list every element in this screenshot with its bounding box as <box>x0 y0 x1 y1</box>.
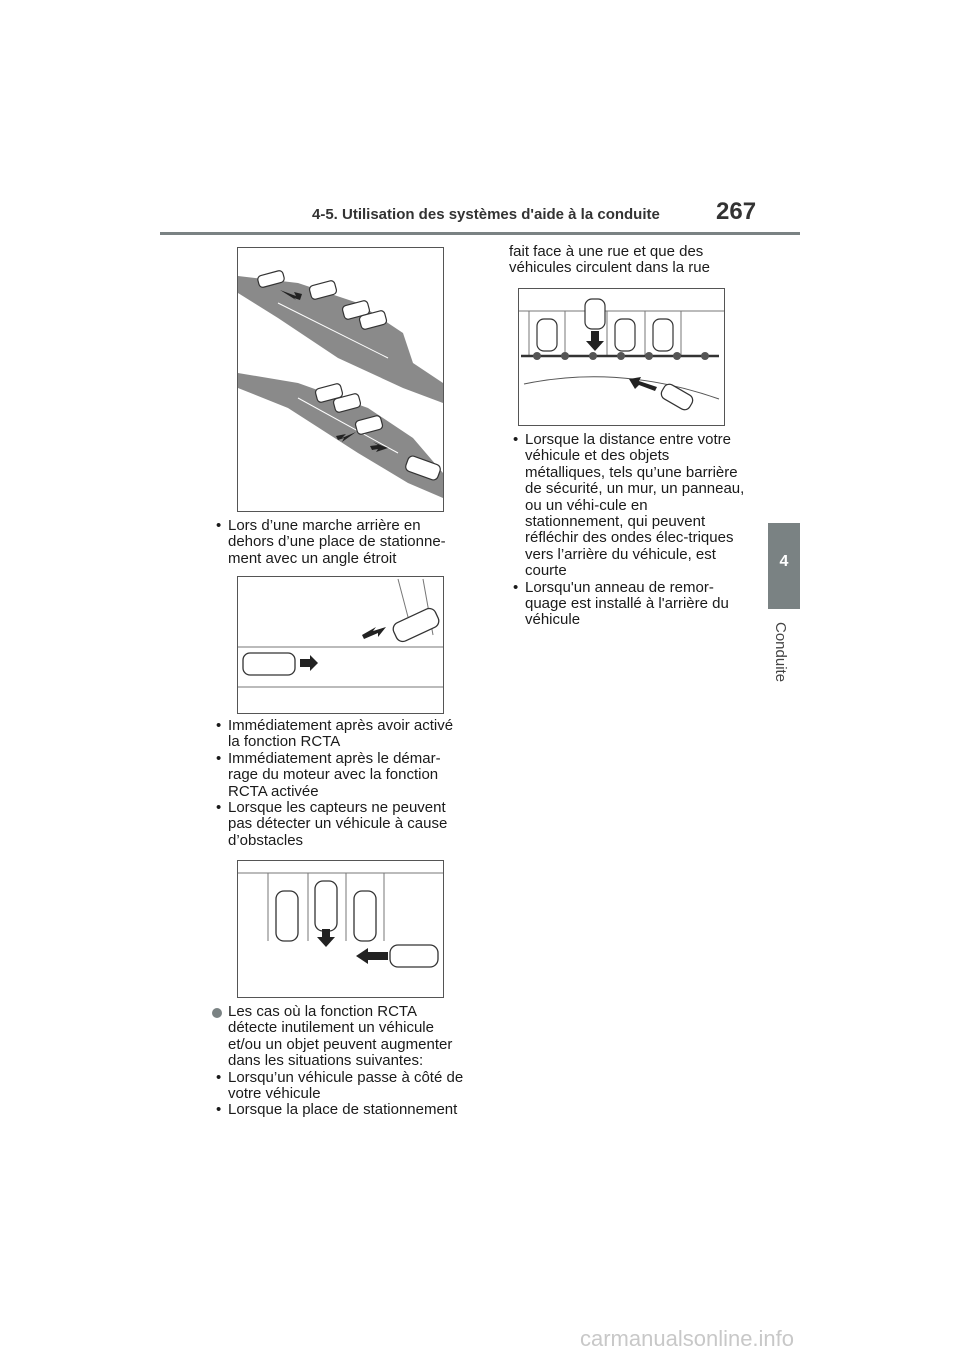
chapter-label-wrap <box>772 622 796 702</box>
list-item: • Immédiatement après avoir activé la fonction RCTA <box>216 717 454 751</box>
list-item: • Lorsque les capteurs ne peuvent pas détecter un véhicule à cause d’obstacles <box>216 799 448 849</box>
chapter-label: Conduite <box>772 622 789 683</box>
continuation-text: fait face à une rue et que des véhicules circulent dans la rue <box>509 243 710 277</box>
figure-reverse-out <box>237 576 444 714</box>
page-number: 267 <box>716 198 757 225</box>
list-item: • Lorsqu’un véhicule passe à côté de votre véhicule <box>216 1068 464 1103</box>
header-rule <box>160 232 800 235</box>
section-title: 4-5. Utilisation des systèmes d'aide à la conduite <box>312 206 660 223</box>
figure-street-facing-parking <box>518 288 725 426</box>
chapter-tab <box>768 523 800 609</box>
figure-parking-obstacles <box>237 860 444 998</box>
list-item: • Lorsque la distance entre votre véhicule et des objets métalliques, tels qu’une barrière de sécurité, un mur, un panneau, ou un véhi-cule en stationnement, qui peuvent réfléchir des ondes élec-triques vers l’arrière du véhicule, est courte <box>513 431 745 580</box>
chapter-number: 4 <box>779 553 789 570</box>
figure-angled-parking <box>237 247 444 512</box>
right-continuation <box>509 244 749 277</box>
note-lead: Les cas où la fonction RCTA détecte inutilement un véhicule et/ou un objet peuvent augmenter dans les situations suivantes: <box>212 1004 468 1070</box>
bullets-after-figure-1 <box>212 518 468 567</box>
list-item: • Lorsqu'un anneau de remor-quage est installé à l'arrière du véhicule <box>513 578 729 629</box>
list-item: • Lorsque la place de stationnement <box>216 1101 458 1119</box>
note-block <box>212 1004 468 1119</box>
watermark: carmanualsonline.info <box>580 1326 795 1351</box>
bullets-after-figure-2 <box>212 718 468 849</box>
list-item: • Immédiatement après le démar-rage du moteur avec la fonction RCTA activée <box>216 749 441 800</box>
note-dot-icon <box>212 1008 222 1018</box>
list-item: • Lors d’une marche arrière en dehors d’une place de stationne-ment avec un angle étroit <box>216 517 446 567</box>
bullets-after-figure-4 <box>509 432 749 629</box>
